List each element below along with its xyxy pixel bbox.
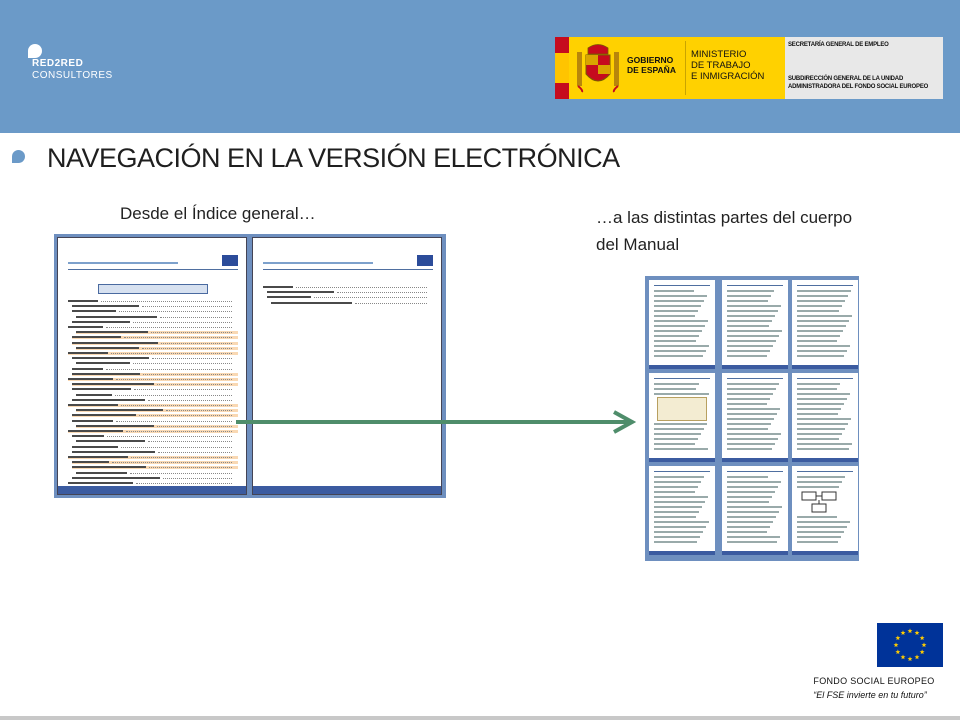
eu-flag-icon: [417, 255, 433, 266]
index-row: [72, 321, 238, 324]
spanish-crest-icon: [575, 42, 621, 94]
manual-page: [722, 373, 788, 462]
eu-flag-icon: [877, 623, 943, 667]
secretaria-label: SECRETARÍA GENERAL DE EMPLEO: [788, 42, 889, 48]
manual-page: [792, 280, 858, 369]
index-row: [68, 456, 238, 459]
government-divider: [685, 41, 686, 95]
index-document-thumbnail: [54, 234, 446, 498]
index-row: [76, 331, 238, 334]
index-row: [72, 305, 238, 308]
index-row: [72, 336, 238, 339]
index-row: [76, 425, 238, 428]
index-row: [72, 477, 238, 480]
index-row: [68, 300, 238, 303]
index-row: [68, 430, 238, 433]
index-row: [72, 388, 238, 391]
index-row: [72, 310, 238, 313]
header-band: [0, 0, 960, 133]
index-row: [72, 435, 238, 438]
index-row: [76, 316, 238, 319]
index-page-1: [57, 237, 247, 495]
ministerio-label: MINISTERIO DE TRABAJO E INMIGRACIÓN: [691, 49, 765, 82]
manual-page: [792, 466, 858, 555]
index-box-title: [98, 284, 208, 294]
index-row: [72, 420, 238, 423]
index-row: [72, 466, 238, 469]
index-row: [76, 394, 238, 397]
subdireccion-label: SUBDIRECCIÓN GENERAL DE LA UNIDAD ADMINISTRADORA DEL FONDO SOCIAL EUROPEO: [788, 76, 929, 90]
index-row: [76, 362, 238, 365]
chart-thumbnail: [657, 397, 707, 421]
index-row: [72, 399, 238, 402]
index-row: [76, 409, 238, 412]
index-row: [68, 378, 238, 381]
red2red-bubble-icon: [28, 44, 42, 58]
diagram-thumbnail: [800, 490, 850, 514]
spain-flag-strip: [555, 37, 569, 99]
index-row: [76, 440, 238, 443]
index-row: [68, 404, 238, 407]
government-logo: [555, 37, 943, 99]
logo-line-2: CONSULTORES: [32, 70, 113, 81]
logo-line-1: RED2RED: [32, 58, 84, 69]
index-row: [72, 461, 238, 464]
manual-pages-grid: [645, 276, 859, 561]
manual-page: [792, 373, 858, 462]
manual-page: [649, 280, 715, 369]
index-row: [72, 373, 238, 376]
index-row: [271, 302, 433, 305]
page-title: NAVEGACIÓN EN LA VERSIÓN ELECTRÓNICA: [47, 143, 620, 173]
index-row: [72, 414, 238, 417]
eu-flag-icon: [222, 255, 238, 266]
fse-label: FONDO SOCIAL EUROPEO: [813, 676, 935, 686]
index-row: [267, 296, 433, 299]
index-row: [76, 347, 238, 350]
title-bullet-icon: [12, 150, 25, 163]
index-row: [68, 352, 238, 355]
manual-page: [649, 373, 715, 462]
manual-page: [722, 466, 788, 555]
fse-motto: “El FSE invierte en tu futuro”: [813, 690, 927, 700]
index-row: [72, 446, 238, 449]
arrow-right-icon: [236, 410, 640, 434]
index-row: [267, 291, 433, 294]
index-row: [263, 286, 433, 289]
from-index-label: Desde el Índice general…: [120, 204, 316, 223]
index-row: [72, 357, 238, 360]
index-row: [72, 368, 238, 371]
index-row: [68, 326, 238, 329]
to-manual-label: …a las distintas partes del cuerpo del Manual: [596, 208, 853, 254]
manual-page: [722, 280, 788, 369]
gobierno-de-espana: GOBIERNO DE ESPAÑA: [627, 55, 676, 75]
index-row: [72, 383, 238, 386]
manual-page: [649, 466, 715, 555]
index-row: [68, 482, 238, 485]
index-row: [72, 451, 238, 454]
index-row: [76, 472, 238, 475]
index-row: [72, 342, 238, 345]
index-page-2: [252, 237, 442, 495]
bottom-rule: [0, 716, 960, 720]
